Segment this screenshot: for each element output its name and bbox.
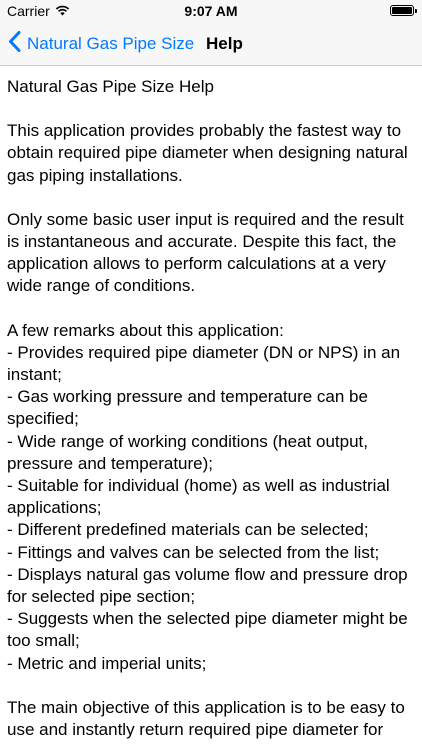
status-bar bbox=[0, 0, 422, 22]
help-objective-paragraph: The main objective of this application is to be easy to use and instantly return required pipe diameter for bbox=[7, 697, 405, 740]
carrier-label: Carrier bbox=[7, 3, 50, 19]
remarks-title: A few remarks about this application: bbox=[7, 320, 284, 340]
battery-icon bbox=[390, 5, 414, 16]
page-title: Help bbox=[206, 34, 243, 53]
remark-item: - Fittings and valves can be selected from the list; bbox=[7, 542, 380, 562]
chevron-left-icon bbox=[8, 31, 21, 57]
remarks-section bbox=[7, 320, 414, 675]
remark-item: - Suggests when the selected pipe diameter might be too small; bbox=[7, 609, 408, 651]
remark-item: - Gas working pressure and temperature can be specified; bbox=[7, 387, 368, 429]
back-button[interactable] bbox=[8, 22, 194, 66]
help-description-paragraph: Only some basic user input is required and the result is instantaneous and accurate. Despite this fact, the application allows to perform calculations at a very wide range of conditions. bbox=[7, 209, 404, 296]
battery-cap bbox=[415, 9, 417, 13]
help-text-view[interactable] bbox=[0, 66, 422, 750]
remark-item: - Wide range of working conditions (heat output, pressure and temperature); bbox=[7, 431, 368, 473]
help-intro-paragraph: This application provides probably the fastest way to obtain required pipe diameter when designing natural gas piping installations. bbox=[7, 121, 408, 185]
navigation-bar bbox=[0, 22, 422, 66]
remark-item: - Different predefined materials can be selected; bbox=[7, 520, 369, 540]
status-time: 9:07 AM bbox=[184, 3, 238, 19]
remark-item: - Displays natural gas volume flow and pressure drop for selected pipe section; bbox=[7, 564, 408, 607]
back-button-label: Natural Gas Pipe Size bbox=[27, 34, 195, 53]
remark-item: - Suitable for individual (home) as well as industrial applications; bbox=[7, 476, 390, 518]
help-heading: Natural Gas Pipe Size Help bbox=[7, 77, 214, 96]
remark-item: - Metric and imperial units; bbox=[7, 653, 207, 673]
battery-level bbox=[392, 7, 412, 14]
remark-item: - Provides required pipe diameter (DN or NPS) in an instant; bbox=[7, 342, 401, 385]
